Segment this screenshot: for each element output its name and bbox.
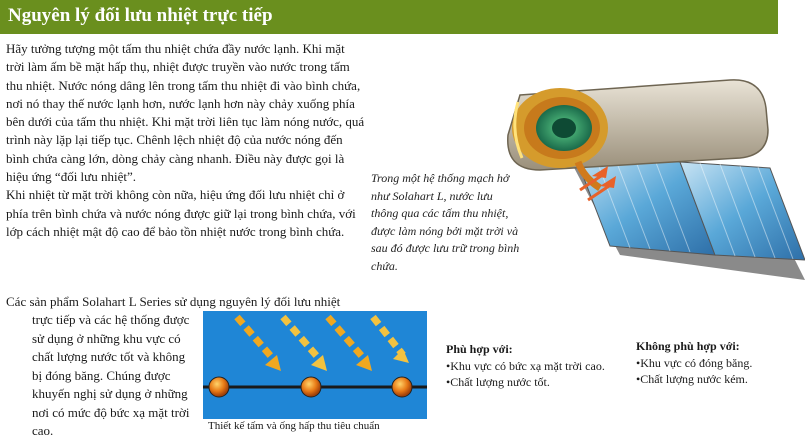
suitable-item: •Chất lượng nước tốt.: [446, 375, 550, 389]
intro-paragraph-1: Hãy tưởng tượng một tấm thu nhiệt chứa đầy nước lạnh. Khi mặt trời làm ấm bề mặt hấp thụ, nhiệt được truyền vào nước trong tấm thu nhiệt. Nước nóng dâng lên trong tấm thu nhiệt đi vào bình chứa, nơi nó thay thế nước lạnh hơn, nước lạnh hơn này chảy xuống phía bên dưới của tấm thu nhiệt. Khi mặt trời liên tục làm nóng nước, quá trình này lặp lại tiếp tục. Chênh lệch nhiệt độ của nước nóng đến bình chứa càng lớn, dòng chảy càng nhanh. Điều này được gọi là hiệu ứng “đối lưu nhiệt”.: [6, 41, 365, 185]
title-bar: [0, 0, 778, 34]
not-suitable-item: •Khu vực có đóng băng.: [636, 355, 753, 370]
not-suitable-list: [636, 338, 752, 388]
absorber-tube: [301, 377, 321, 397]
products-rest-text: trực tiếp và các hệ thống được sử dụng ở những khu vực có chất lượng nước tốt và không bị đóng băng. Chúng được khuyến nghị sử dụng ở những nơi có mức độ bức xạ mặt trời cao.: [32, 312, 190, 438]
not-suitable-item: •Chất lượng nước kém.: [636, 372, 748, 386]
intro-paragraph-2: Khi nhiệt từ mặt trời không còn nữa, hiệu ứng đối lưu nhiệt chỉ ở phía trên bình chứa và nước nóng được giữ lại trong bình chứa, với lớp cách nhiệt mật độ cao để bảo tồn nhiệt nước trong bình chứa.: [6, 187, 356, 239]
not-suitable-heading: Không phù hợp với:: [636, 339, 740, 353]
solar-heater-illustration: [500, 50, 805, 305]
illustration-caption: Trong một hệ thống mạch hở như Solahart L, nước lưu thông qua các tấm thu nhiệt, được làm nóng bởi mặt trời và sau đó được lưu trữ trong bình chứa.: [371, 171, 520, 273]
suitable-list: [446, 341, 605, 391]
absorber-caption: Thiết kế tấm và ống hấp thu tiêu chuẩn: [208, 420, 380, 432]
absorber-diagram: [203, 311, 427, 419]
page-title: Nguyên lý đối lưu nhiệt trực tiếp: [8, 5, 273, 26]
suitable-heading: Phù hợp với:: [446, 342, 513, 356]
absorber-tube: [392, 377, 412, 397]
absorber-tube: [209, 377, 229, 397]
intro-text: [6, 40, 366, 241]
products-lead-text: Các sản phẩm Solahart L Series sử dụng nguyên lý đối lưu nhiệt: [6, 294, 341, 309]
suitable-item: •Khu vực có bức xạ mặt trời cao.: [446, 358, 605, 373]
